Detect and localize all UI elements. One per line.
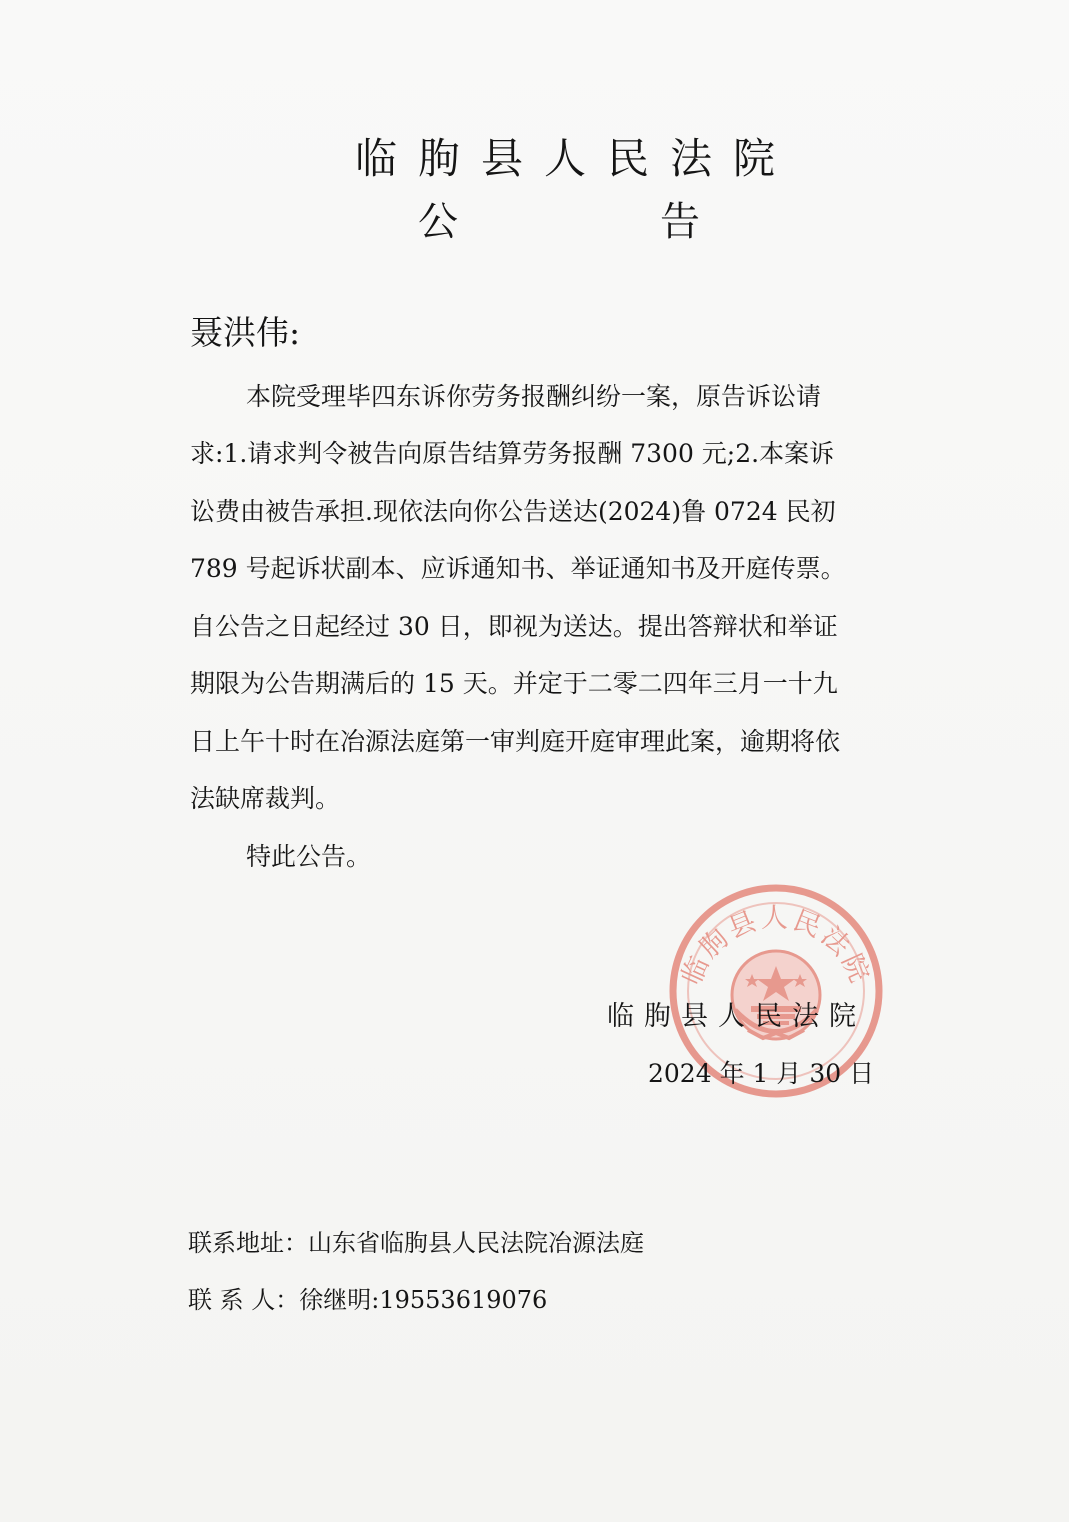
contact-person-label: 联 系 人： xyxy=(188,1286,300,1314)
contact-person-value: 徐继明:19553619076 xyxy=(299,1286,548,1314)
court-title: 临朐县人民法院 xyxy=(355,134,797,183)
contact-person-row xyxy=(188,1288,547,1312)
body-line-3: 讼费由被告承担.现依法向你公告送达(2024)鲁 0724 民初 xyxy=(190,497,836,526)
closing-line: 特此公告。 xyxy=(246,842,372,871)
contact-address-row xyxy=(188,1231,644,1255)
body-line-6: 期限为公告期满后的 15 天。并定于二零二四年三月一十九 xyxy=(190,669,838,698)
notice-heading-left: 公 xyxy=(418,199,458,245)
seal-text: 临朐县人民法院 xyxy=(676,903,876,990)
notice-date: 2024 年 1 月 30 日 xyxy=(648,1059,875,1088)
addressee-name: 聂洪伟: xyxy=(190,313,301,352)
body-line-2: 求:1.请求判令被告向原告结算劳务报酬 7300 元;2.本案诉 xyxy=(190,439,835,468)
body-line-7: 日上午十时在冶源法庭第一审判庭开庭审理此案，逾期将依 xyxy=(190,727,841,756)
contact-address-value: 山东省临朐县人民法院冶源法庭 xyxy=(308,1229,644,1257)
body-line-8: 法缺席裁判。 xyxy=(190,784,341,813)
court-signature: 临朐县人民法院 xyxy=(607,1001,866,1032)
notice-heading-right: 告 xyxy=(660,199,700,245)
body-line-5: 自公告之日起经过 30 日，即视为送达。提出答辩状和举证 xyxy=(190,612,838,641)
body-line-4: 789 号起诉状副本、应诉通知书、举证通知书及开庭传票。 xyxy=(190,554,846,583)
body-line-1: 本院受理毕四东诉你劳务报酬纠纷一案，原告诉讼请 xyxy=(246,382,822,411)
contact-address-label: 联系地址： xyxy=(188,1229,308,1257)
